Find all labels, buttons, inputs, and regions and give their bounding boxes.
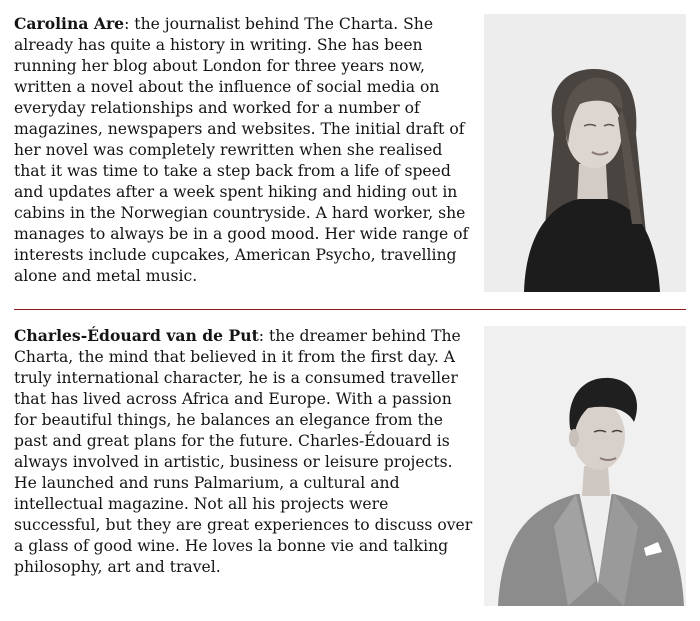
profile-name: Carolina Are <box>14 14 125 33</box>
profile-description: : the dreamer behind The Charta, the mind that believed in it from the first day. A truly international character, he is a consumed traveller that has lived across Africa and Europe. With a passion for beautiful things, he balances an elegance from the past and great plans for the future. Charles-Édouard is always involved in artistic, business or leisure projects. He launched and runs Palmarium, a cultural and intellectual magazine. Not all his projects were successful, but they are great experiences to discuss over a glass of good wine. He loves la bonne vie and talking philosophy, art and travel. <box>14 327 473 576</box>
profile-bio-carolina <box>14 13 474 287</box>
portrait-photo-carolina <box>484 14 686 292</box>
portrait-photo-charles <box>484 326 686 606</box>
section-divider <box>14 309 686 310</box>
profile-description: : the journalist behind The Charta. She already has quite a history in writing. She has been running her blog about London for three years now, written a novel about the influence of social media on everyday relationships and worked for a number of magazines, newspapers and websites. The initial draft of her novel was completely rewritten when she realised that it was time to take a step back from a life of speed and updates after a week spent hiking and hiding out in cabins in the Norwegian countryside. A hard worker, she manages to always be in a good mood. Her wide range of interests include cupcakes, American Psycho, travelling alone and metal music. <box>14 15 469 285</box>
profile-bio-charles <box>14 325 474 578</box>
profile-name: Charles-Édouard van de Put <box>14 326 259 345</box>
